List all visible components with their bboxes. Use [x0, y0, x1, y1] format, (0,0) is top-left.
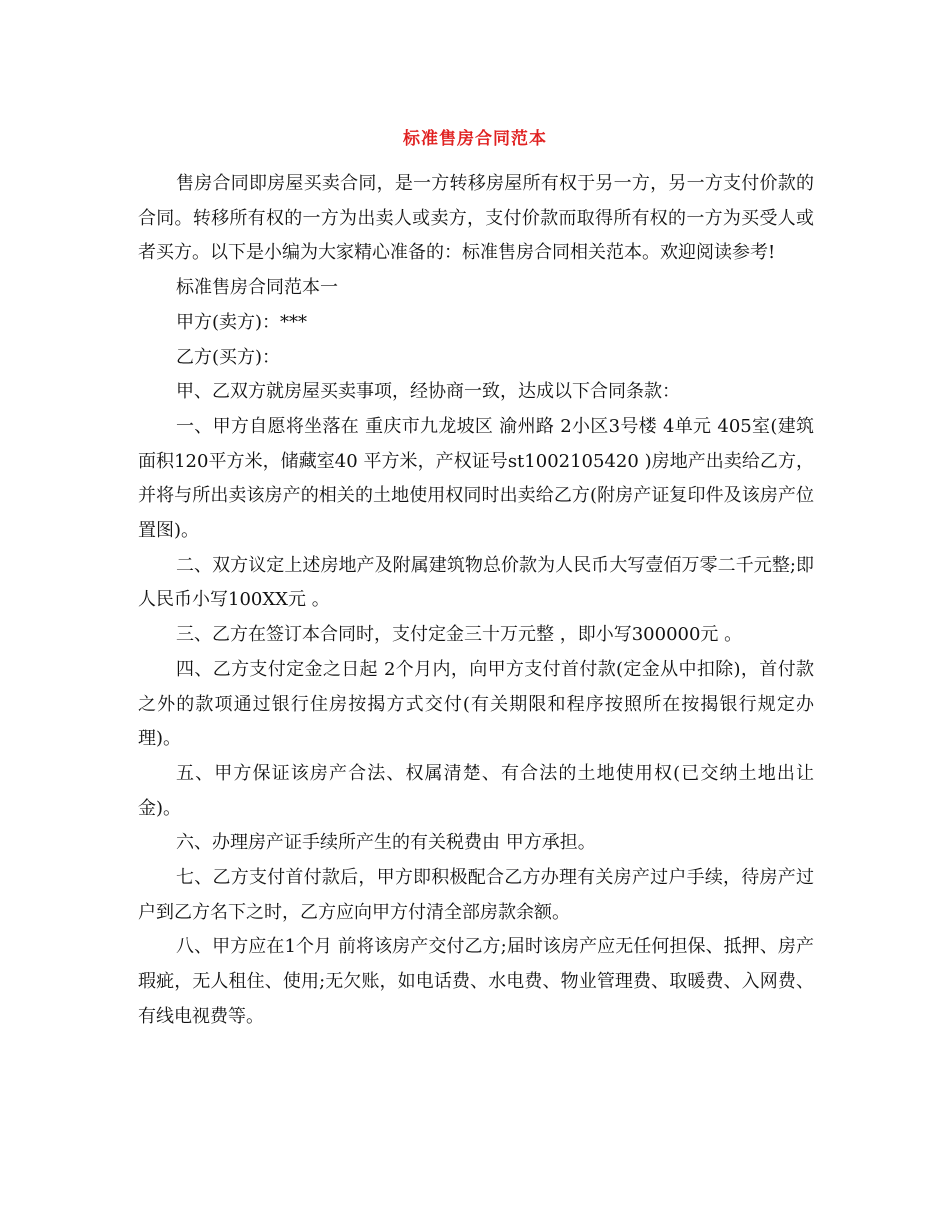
- party-a-line: 甲方(卖方)：***: [176, 311, 308, 333]
- clause-1: 一、甲方自愿将坐落在 重庆市九龙坡区 渝州路 2小区3号楼 4单元 405室(建筑面积120平方米，储藏室40 平方米，产权证号st1002105420 )房地产出卖给乙方，并将与所出卖该房产的相关的土地使用权同时出卖给乙方(附房产证复印件及该房产位置图)。: [138, 415, 814, 542]
- agreement-preamble: 甲、乙双方就房屋买卖事项，经协商一致，达成以下合同条款：: [176, 381, 680, 403]
- clause-5: 五、甲方保证该房产合法、权属清楚、有合法的土地使用权(已交纳土地出让金)。: [138, 762, 814, 819]
- document-title: 标准售房合同范本: [403, 129, 547, 149]
- clause-8: 八、甲方应在1个月 前将该房产交付乙方;届时该房产应无任何担保、抵押、房产瑕疵，无人租住、使用;无欠账，如电话费、水电费、物业管理费、取暖费、入网费、有线电视费等。: [138, 936, 814, 1027]
- contract-heading: 标准售房合同范本一: [176, 277, 338, 299]
- document-body: [138, 167, 814, 1035]
- party-b-line: 乙方(买方)：: [176, 346, 281, 368]
- intro-paragraph: 售房合同即房屋买卖合同，是一方转移房屋所有权于另一方，另一方支付价款的合同。转移所有权的一方为出卖人或卖方，支付价款而取得所有权的一方为买受人或者买方。以下是小编为大家精心准备的：标准售房合同相关范本。欢迎阅读参考!: [138, 173, 814, 264]
- clause-3: 三、乙方在签订本合同时，支付定金三十万元整 ，即小写300000元 。: [176, 624, 743, 646]
- clause-4: 四、乙方支付定金之日起 2个月内，向甲方支付首付款(定金从中扣除)，首付款之外的款项通过银行住房按揭方式交付(有关期限和程序按照所在按揭银行规定办理)。: [138, 658, 814, 750]
- clause-7: 七、乙方支付首付款后，甲方即积极配合乙方办理有关房产过户手续，待房产过户到乙方名下之时，乙方应向甲方付清全部房款余额。: [138, 867, 814, 923]
- clause-2: 二、双方议定上述房地产及附属建筑物总价款为人民币大写壹佰万零二千元整;即人民币小写100XX元 。: [138, 554, 814, 611]
- clause-6: 六、办理房产证手续所产生的有关税费由 甲方承担。: [176, 832, 596, 854]
